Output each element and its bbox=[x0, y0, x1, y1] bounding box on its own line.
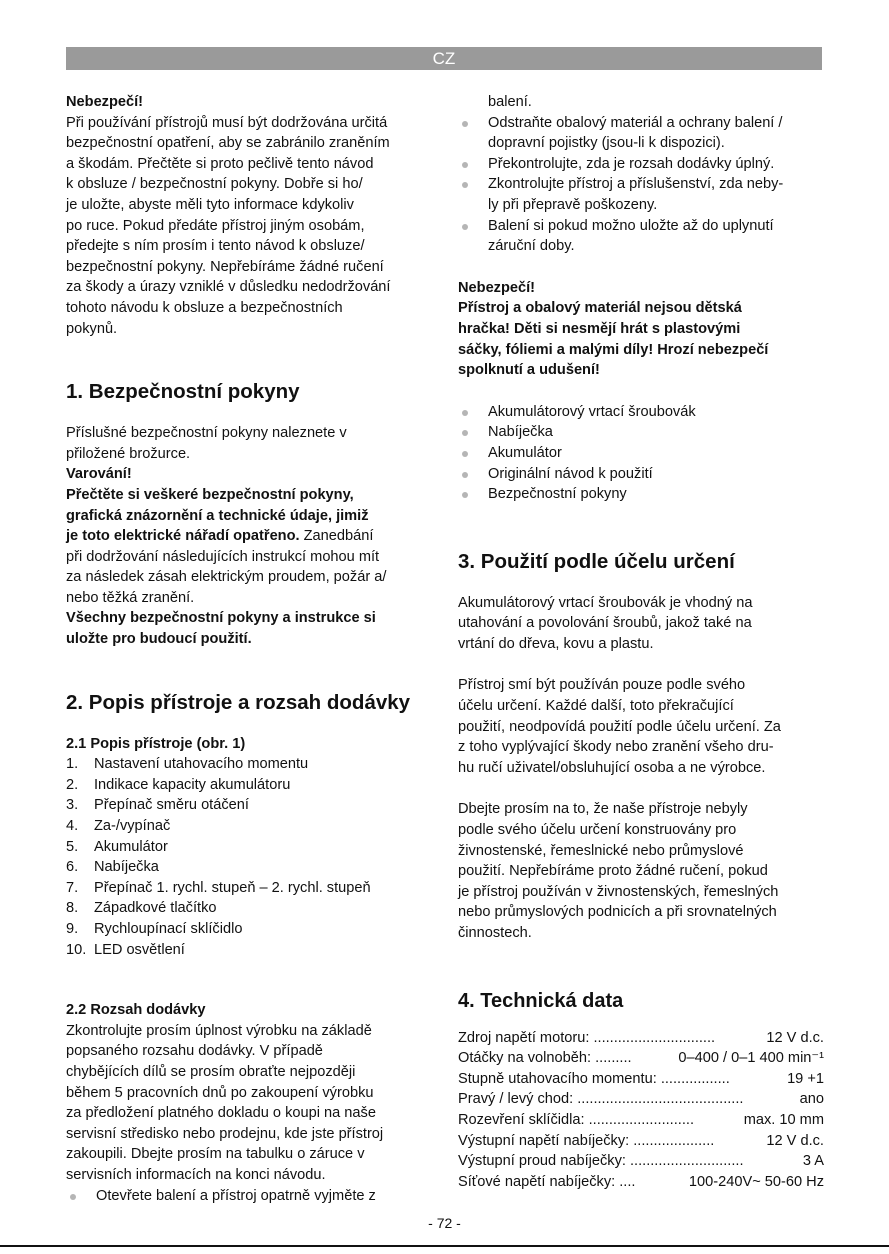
spec-label: Stupně utahovacího momentu: ................. bbox=[458, 1070, 730, 1087]
item-text: Indikace kapacity akumulátoru bbox=[94, 776, 291, 793]
spec-label: Zdroj napětí motoru: .............................. bbox=[458, 1029, 716, 1046]
text-line: dopravní pojistky (jsou-li k dispozici). bbox=[488, 135, 725, 152]
text-line: Přečtěte si veškeré bezpečnostní pokyny, bbox=[66, 486, 354, 503]
list-item bbox=[66, 816, 438, 837]
item-number: 6. bbox=[66, 859, 79, 876]
item-text: Akumulátor bbox=[94, 838, 168, 855]
list-item bbox=[458, 216, 824, 257]
text-line: Balení si pokud možno uložte až do uplynutí bbox=[488, 217, 774, 234]
bullet-icon bbox=[462, 472, 468, 478]
text-line: k obsluze / bezpečnostní pokyny. Dobře si ho/ bbox=[66, 176, 363, 193]
list-item bbox=[458, 464, 824, 485]
list-item bbox=[66, 898, 438, 919]
text-line: záruční doby. bbox=[488, 238, 575, 255]
section-3-heading: 3. Použití podle účelu určení bbox=[458, 549, 735, 573]
delivery-contents-list bbox=[458, 402, 824, 505]
item-text: Otevřete balení a přístroj opatrně vyjměte z bbox=[96, 1187, 376, 1204]
bottom-divider bbox=[0, 1245, 889, 1247]
section-4-heading: 4. Technická data bbox=[458, 989, 624, 1012]
text-line: Dbejte prosím na to, že naše přístroje nebyly bbox=[458, 801, 748, 818]
text-line: Akumulátorový vrtací šroubovák je vhodný na bbox=[458, 594, 753, 611]
text-line: vrtání do dřeva, kovu a plastu. bbox=[458, 635, 654, 652]
list-item bbox=[66, 754, 438, 775]
bullet-icon bbox=[462, 121, 468, 127]
section-3-paragraph-2 bbox=[458, 675, 824, 778]
section-1-heading: 1. Bezpečnostní pokyny bbox=[66, 380, 300, 404]
text-line: při dodržování následujících instrukcí mohou mít bbox=[66, 548, 380, 565]
text-line: po ruce. Pokud předáte přístroj jiným osobám, bbox=[66, 217, 365, 234]
text-line: uložte pro budoucí použití. bbox=[66, 631, 252, 648]
table-row bbox=[458, 1028, 824, 1049]
list-item bbox=[458, 154, 824, 175]
list-item bbox=[458, 484, 824, 505]
item-text: Originální návod k použití bbox=[488, 465, 653, 482]
section-3-paragraph-1 bbox=[458, 593, 824, 655]
text-line: Zkontrolujte prosím úplnost výrobku na základě bbox=[66, 1022, 372, 1039]
text-line: tohoto návodu k obsluze a bezpečnostních bbox=[66, 299, 343, 316]
bullet-icon bbox=[462, 492, 468, 498]
text-line: podle svého účelu určení konstruovány pro bbox=[458, 822, 737, 839]
section-2-heading: 2. Popis přístroje a rozsah dodávky bbox=[66, 690, 411, 714]
text-line: utahování a povolování šroubů, jakož také na bbox=[458, 615, 752, 632]
warning-title: Varování! bbox=[66, 466, 132, 483]
item-text: Západkové tlačítko bbox=[94, 900, 217, 917]
text-line: nebo těžká zranění. bbox=[66, 589, 195, 606]
list-item bbox=[458, 402, 824, 423]
spec-label: Síťové napětí nabíječky: .... bbox=[458, 1173, 636, 1190]
item-text: LED osvětlení bbox=[94, 941, 185, 958]
danger-title: Nebezpečí! bbox=[458, 279, 536, 296]
text-line: Při používání přístrojů musí být dodržována určitá bbox=[66, 114, 388, 131]
text-line: popsaného rozsahu dodávky. V případě bbox=[66, 1043, 323, 1060]
text-line: bezpečnostní opatření, aby se zabránilo zraněním bbox=[66, 135, 390, 152]
text-line: za škody a úrazy vzniklé v důsledku nedodržování bbox=[66, 279, 391, 296]
unpacking-list-continued bbox=[458, 113, 824, 257]
list-item bbox=[66, 1186, 438, 1207]
bullet-icon bbox=[462, 224, 468, 230]
item-number: 9. bbox=[66, 921, 79, 937]
text-line: je přístroj používán v živnostenských, řemeslných bbox=[458, 883, 779, 900]
bullet-icon bbox=[462, 162, 468, 168]
spec-value: ano bbox=[799, 1091, 824, 1108]
item-number: 4. bbox=[66, 818, 79, 835]
spec-value: 12 V d.c. bbox=[766, 1029, 824, 1046]
text-line: spolknutí a udušení! bbox=[458, 362, 600, 379]
item-text: Nastavení utahovacího momentu bbox=[94, 756, 309, 773]
bullet-icon bbox=[70, 1194, 76, 1200]
danger-bold-text bbox=[458, 298, 824, 380]
item-text: Přepínač směru otáčení bbox=[94, 797, 249, 814]
text-line: hu ručí uživatel/obsluhující osoba a ne výrobce. bbox=[458, 759, 766, 776]
spec-value: 3 A bbox=[802, 1153, 824, 1170]
spec-label: Otáčky na volnoběh: ......... bbox=[458, 1050, 632, 1067]
bold-phrase: je toto elektrické nářadí opatřeno. bbox=[66, 528, 300, 545]
continued-text: balení. bbox=[488, 94, 532, 110]
text-line: nebo průmyslových podnicích a při srovnatelných bbox=[458, 904, 777, 921]
text-line bbox=[66, 526, 438, 547]
bullet-icon bbox=[462, 182, 468, 188]
item-number: 10. bbox=[66, 941, 87, 958]
technical-data-table bbox=[458, 1028, 824, 1193]
text-line: použití, neodpovídá použití podle účelu určení. Za bbox=[458, 718, 781, 735]
spec-value: 19 +1 bbox=[787, 1070, 824, 1087]
section-2-2-body bbox=[66, 1021, 438, 1186]
section-1-body bbox=[66, 423, 438, 650]
section-2-1-heading: 2.1 Popis přístroje (obr. 1) bbox=[66, 735, 246, 752]
language-code: CZ bbox=[432, 49, 456, 68]
text-line: servisní středisko nebo prodejnu, kde jste přístroj bbox=[66, 1125, 384, 1142]
text-line: účelu určení. Každé další, toto překračující bbox=[458, 698, 734, 715]
text-line: Odstraňte obalový materiál a ochrany balení / bbox=[488, 114, 783, 131]
text-line: servisních informacích na konci návodu. bbox=[66, 1166, 326, 1183]
spec-value: 0–400 / 0–1 400 min⁻¹ bbox=[678, 1050, 824, 1067]
list-item bbox=[458, 113, 824, 154]
danger-text bbox=[66, 113, 438, 340]
text-line: Přístroj a obalový materiál nejsou dětská bbox=[458, 300, 742, 317]
list-item bbox=[66, 878, 438, 899]
table-row bbox=[458, 1131, 824, 1152]
text-line: grafická znázornění a technické údaje, jimiž bbox=[66, 507, 369, 524]
spec-label: Pravý / levý chod: ......................................... bbox=[458, 1091, 744, 1108]
unpacking-list bbox=[66, 1186, 438, 1207]
danger-title: Nebezpečí! bbox=[66, 94, 144, 110]
section-2-2-heading: 2.2 Rozsah dodávky bbox=[66, 1002, 206, 1019]
spec-label: Výstupní proud nabíječky: ............................ bbox=[458, 1153, 744, 1170]
item-text: Akumulátor bbox=[488, 444, 562, 461]
table-row bbox=[458, 1069, 824, 1090]
text-line: živnostenské, řemeslnické nebo průmyslové bbox=[458, 842, 744, 859]
text-line: hračka! Děti si nesmějí hrát s plastovými bbox=[458, 320, 741, 337]
spec-label: Rozevření sklíčidla: .......................... bbox=[458, 1111, 695, 1128]
section-3-paragraph-3 bbox=[458, 799, 824, 943]
table-row bbox=[458, 1089, 824, 1110]
list-item bbox=[66, 775, 438, 796]
right-column bbox=[458, 92, 824, 1192]
text-line: bezpečnostní pokyny. Nepřebíráme žádné ručení bbox=[66, 258, 384, 275]
text-line: během 5 pracovních dnů po zakoupení výrobku bbox=[66, 1084, 374, 1101]
bullet-icon bbox=[462, 430, 468, 436]
text-line: přiložené brožurce. bbox=[66, 445, 191, 462]
left-column bbox=[66, 92, 438, 1206]
text-line: Všechny bezpečnostní pokyny a instrukce si bbox=[66, 610, 376, 627]
text-line: pokynů. bbox=[66, 320, 118, 337]
text-line: za předložení platného dokladu o koupi na naše bbox=[66, 1105, 376, 1122]
text-line: sáčky, fóliemi a malými díly! Hrozí nebezpečí bbox=[458, 341, 769, 358]
bullet-icon bbox=[462, 410, 468, 416]
item-text: Nabíječka bbox=[488, 424, 553, 441]
language-header-bar bbox=[66, 47, 822, 70]
list-item bbox=[458, 422, 824, 443]
spec-label: Výstupní napětí nabíječky: .................... bbox=[458, 1132, 715, 1149]
normal-phrase: Zanedbání bbox=[299, 528, 374, 545]
text-line: chybějících dílů se prosím obraťte nejpozději bbox=[66, 1063, 356, 1080]
item-text: Za-/vypínač bbox=[94, 818, 171, 835]
item-number: 3. bbox=[66, 797, 79, 814]
item-text: Přepínač 1. rychl. stupeň – 2. rychl. stupeň bbox=[94, 879, 371, 896]
item-text: Nabíječka bbox=[94, 859, 159, 876]
list-item bbox=[66, 795, 438, 816]
table-row bbox=[458, 1151, 824, 1172]
item-number: 7. bbox=[66, 879, 79, 896]
text-line: a škodám. Přečtěte si proto pečlivě tento návod bbox=[66, 155, 374, 172]
text-line: zakoupili. Dbejte prosím na tabulku o záruce v bbox=[66, 1146, 365, 1163]
item-number: 8. bbox=[66, 900, 79, 917]
item-text: Bezpečnostní pokyny bbox=[488, 486, 627, 503]
list-item bbox=[458, 443, 824, 464]
spec-value: 12 V d.c. bbox=[766, 1132, 824, 1149]
text-line: předejte s ním prosím i tento návod k obsluze/ bbox=[66, 238, 365, 255]
text-line: činnostech. bbox=[458, 925, 532, 941]
text-line: Příslušné bezpečnostní pokyny naleznete v bbox=[66, 425, 347, 442]
item-text: Rychloupínací sklíčidlo bbox=[94, 921, 243, 937]
bullet-icon bbox=[462, 451, 468, 457]
list-item bbox=[66, 940, 438, 961]
text-line: z toho vyplývající škody nebo zranění všeho dru- bbox=[458, 739, 774, 756]
text-line: je uložte, abyste měli tyto informace kdykoliv bbox=[66, 196, 354, 213]
list-item bbox=[458, 174, 824, 215]
text-line: Zkontrolujte přístroj a příslušenství, zda neby- bbox=[488, 176, 784, 193]
text-line: Přístroj smí být používán pouze podle svého bbox=[458, 677, 746, 694]
table-row bbox=[458, 1172, 824, 1193]
spec-value: 100-240V~ 50-60 Hz bbox=[688, 1173, 824, 1190]
device-parts-list bbox=[66, 754, 438, 960]
text-line: Překontrolujte, zda je rozsah dodávky úplný. bbox=[488, 155, 775, 172]
list-item bbox=[66, 919, 438, 940]
item-text: Akumulátorový vrtací šroubovák bbox=[488, 403, 696, 420]
text-line: použití. Nepřebíráme proto žádné ručení, pokud bbox=[458, 863, 768, 880]
text-line: za následek zásah elektrickým proudem, požár a/ bbox=[66, 569, 387, 586]
text-line: ly při přepravě poškozeny. bbox=[488, 196, 658, 213]
page-number: - 72 - bbox=[428, 1215, 461, 1231]
list-item bbox=[66, 837, 438, 858]
table-row bbox=[458, 1048, 824, 1069]
item-number: 5. bbox=[66, 838, 79, 855]
list-item bbox=[66, 857, 438, 878]
item-number: 2. bbox=[66, 776, 79, 793]
item-number: 1. bbox=[66, 756, 79, 773]
table-row bbox=[458, 1110, 824, 1131]
spec-value: max. 10 mm bbox=[743, 1111, 824, 1128]
